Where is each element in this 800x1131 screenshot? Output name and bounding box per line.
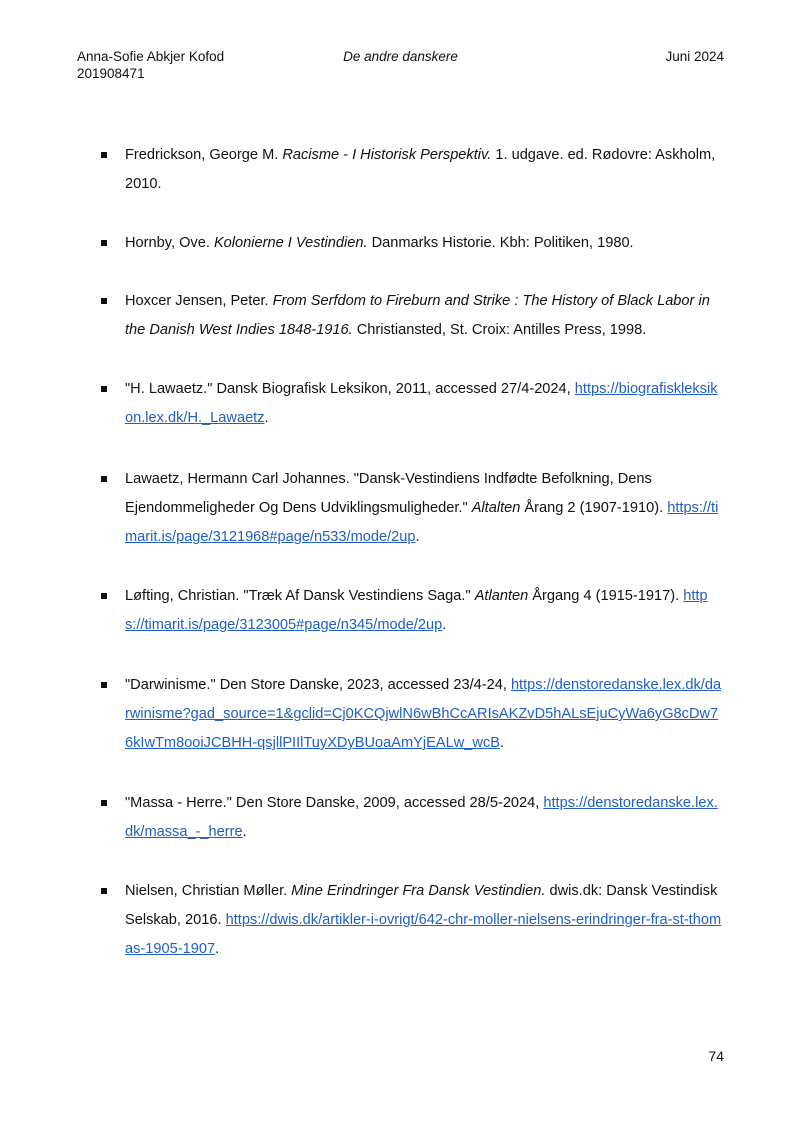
bibliography-entry: Hoxcer Jensen, Peter. From Serfdom to Fireburn and Strike : The History of Black Labor in the Danish West Indies 1848-1916. Christiansted, St. Croix: Antilles Press, 1998. <box>125 293 710 338</box>
bullet-icon <box>101 682 107 688</box>
bibliography-entry: Løfting, Christian. "Træk Af Dansk Vestindiens Saga." Atlanten Årgang 4 (1915-1917). https://timarit.is/page/3123005#page/n345/mode/2up. <box>125 588 708 633</box>
bibliography-entry: "Darwinisme." Den Store Danske, 2023, accessed 23/4-24, https://denstoredanske.lex.dk/darwinisme?gad_source=1&gclid=Cj0KCQjwlN6wBhCcARIsAKZvD5hALsEjuCyWa6yG8cDw76kIwTm8ooiJCBHH-qsjllPIIlTuyXDyBUoaAmYjEALw_wcB. <box>125 677 722 751</box>
bullet-icon <box>101 386 107 392</box>
bullet-icon <box>101 888 107 894</box>
bullet-icon <box>101 240 107 246</box>
bibliography-entry: Lawaetz, Hermann Carl Johannes. "Dansk-Vestindiens Indfødte Befolkning, Dens Ejendommeligheder Og Dens Udviklingsmuligheder." Altalten Årang 2 (1907-1910). https://timarit.is/page/3121968#page/n533/mode/2up. <box>125 471 719 545</box>
entry-link[interactable]: https://dwis.dk/artikler-i-ovrigt/642-chr-moller-nielsens-erindringer-fra-st-thomas-1905-1907 <box>125 912 722 957</box>
bibliography-entry: Fredrickson, George M. Racisme - I Historisk Perspektiv. 1. udgave. ed. Rødovre: Askholm, 2010. <box>125 147 716 192</box>
header-date: Juni 2024 <box>665 49 724 64</box>
bullet-icon <box>101 152 107 158</box>
page-header <box>77 48 724 88</box>
bibliography-entry: Hornby, Ove. Kolonierne I Vestindien. Danmarks Historie. Kbh: Politiken, 1980. <box>125 235 634 251</box>
bibliography-entry: Nielsen, Christian Møller. Mine Erindringer Fra Dansk Vestindien. dwis.dk: Dansk Vestindisk Selskab, 2016. https://dwis.dk/artikler-i-ovrigt/642-chr-moller-nielsens-erindringer-fra-st-thomas-1905-1907. <box>125 883 722 957</box>
student-id: 201908471 <box>77 66 145 81</box>
author-name: Anna-Sofie Abkjer Kofod <box>77 49 225 64</box>
entry-link[interactable]: https://timarit.is/page/3123005#page/n345/mode/2up <box>125 588 708 633</box>
entry-link[interactable]: https://denstoredanske.lex.dk/darwinisme?gad_source=1&gclid=Cj0KCQjwlN6wBhCcARIsAKZvD5hALsEjuCyWa6yG8cDw76kIwTm8ooiJCBHH-qsjllPIIlTuyXDyBUoaAmYjEALw_wcB <box>125 677 722 751</box>
entry-link[interactable]: https://timarit.is/page/3121968#page/n533/mode/2up <box>125 500 719 545</box>
bibliography-entry: "Massa - Herre." Den Store Danske, 2009, accessed 28/5-2024, https://denstoredanske.lex.dk/massa_-_herre. <box>125 795 718 840</box>
page-number: 74 <box>708 1048 724 1064</box>
bullet-icon <box>101 593 107 599</box>
bullet-icon <box>101 800 107 806</box>
bullet-icon <box>101 298 107 304</box>
bullet-icon <box>101 476 107 482</box>
entry-link[interactable]: https://biografiskleksikon.lex.dk/H._Lawaetz <box>125 381 718 426</box>
document-title: De andre danskere <box>343 49 458 64</box>
bibliography-entry: "H. Lawaetz." Dansk Biografisk Leksikon, 2011, accessed 27/4-2024, https://biografiskleksikon.lex.dk/H._Lawaetz. <box>125 381 718 426</box>
entry-link[interactable]: https://denstoredanske.lex.dk/massa_-_herre <box>125 795 718 840</box>
